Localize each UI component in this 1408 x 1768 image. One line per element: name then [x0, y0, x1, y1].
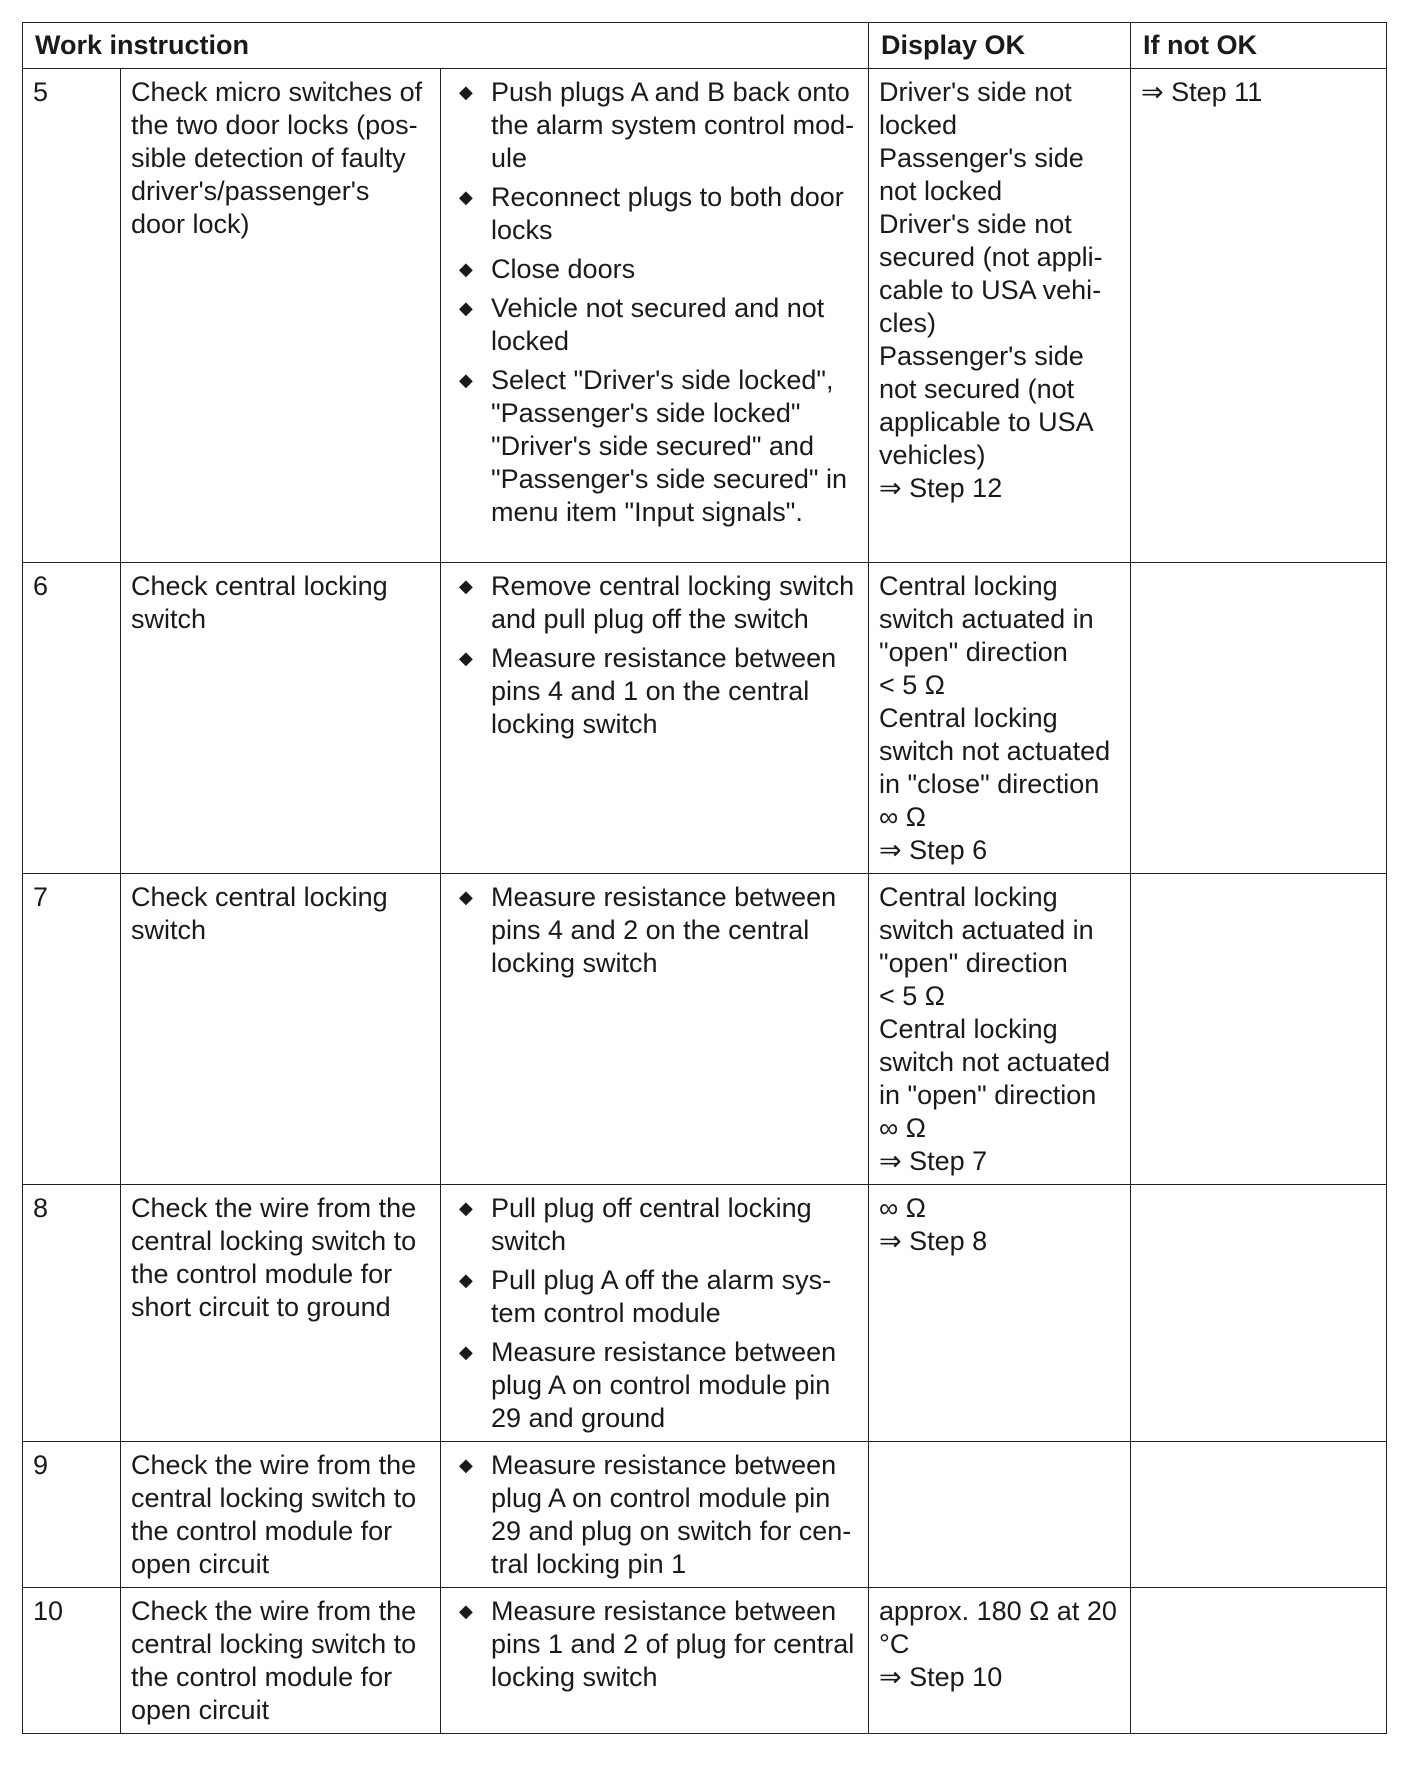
- diamond-bullet-icon: ◆: [459, 648, 473, 668]
- diamond-bullet-icon: ◆: [459, 1455, 473, 1475]
- action-list: [451, 1449, 858, 1581]
- action-text: Measure resistance between plug A on control module pin 29 and ground: [491, 1337, 837, 1433]
- table-row: [23, 563, 1387, 874]
- action-list: [451, 881, 858, 980]
- display-ok-cell: [869, 1185, 1131, 1442]
- table-row: [23, 874, 1387, 1185]
- display-ok-line: Central locking switch actuated in "open" direction: [879, 571, 1094, 667]
- action-list: [451, 76, 858, 529]
- action-text: Vehicle not secured and not locked: [491, 293, 825, 356]
- action-item: [451, 253, 858, 286]
- diamond-bullet-icon: ◆: [459, 576, 473, 596]
- action-list-cell: [441, 1442, 869, 1588]
- step-number: 9: [23, 1442, 121, 1588]
- step-number: 5: [23, 69, 121, 563]
- display-ok-line: ⇒ Step 7: [879, 1146, 988, 1176]
- if-not-ok-cell: [1131, 1588, 1387, 1734]
- action-item: [451, 1595, 858, 1694]
- check-description: Check central locking switch: [121, 563, 441, 874]
- table-row: [23, 1442, 1387, 1588]
- action-item: [451, 1264, 858, 1330]
- diamond-bullet-icon: ◆: [459, 370, 473, 390]
- display-ok-line: Central locking switch not actuated in "open" direction: [879, 1014, 1111, 1110]
- display-ok-cell: [869, 1588, 1131, 1734]
- action-list: [451, 570, 858, 741]
- display-ok-cell: [869, 563, 1131, 874]
- if-not-ok-cell: [1131, 1185, 1387, 1442]
- header-display-ok: Display OK: [869, 23, 1131, 69]
- display-ok-cell: [869, 69, 1131, 563]
- display-ok-line: Passenger's side not secured (not applicable to USA vehicles): [879, 341, 1093, 470]
- check-description: Check the wire from the central locking switch to the control module for open circuit: [121, 1588, 441, 1734]
- step-number: 7: [23, 874, 121, 1185]
- check-description: Check micro switches of the two door locks (pos-sible detection of faulty driver's/passenger's door lock): [121, 69, 441, 563]
- display-ok-line: Driver's side not locked: [879, 77, 1072, 140]
- if-not-ok-cell: [1131, 874, 1387, 1185]
- if-not-ok-cell: [1131, 563, 1387, 874]
- action-text: Push plugs A and B back onto the alarm system control mod-ule: [491, 77, 855, 173]
- table-row: [23, 1588, 1387, 1734]
- action-list-cell: [441, 1185, 869, 1442]
- action-text: Measure resistance between pins 4 and 1 on the central locking switch: [491, 643, 837, 739]
- action-text: Select "Driver's side locked", "Passenger's side locked" "Driver's side secured" and "Passenger's side secured" in menu item "Input signals".: [491, 365, 848, 527]
- check-description: Check the wire from the central locking switch to the control module for open circuit: [121, 1442, 441, 1588]
- diamond-bullet-icon: ◆: [459, 187, 473, 207]
- display-ok-line: ⇒ Step 12: [879, 473, 1003, 503]
- action-text: Close doors: [491, 254, 636, 284]
- diamond-bullet-icon: ◆: [459, 1198, 473, 1218]
- diamond-bullet-icon: ◆: [459, 887, 473, 907]
- diamond-bullet-icon: ◆: [459, 1270, 473, 1290]
- table-row: [23, 1185, 1387, 1442]
- header-if-not-ok: If not OK: [1131, 23, 1387, 69]
- diamond-bullet-icon: ◆: [459, 1601, 473, 1621]
- display-ok-line: Central locking switch not actuated in "close" direction: [879, 703, 1111, 799]
- display-ok-line: Driver's side not secured (not appli-cable to USA vehi-cles): [879, 209, 1103, 338]
- action-item: [451, 1449, 858, 1581]
- diamond-bullet-icon: ◆: [459, 1342, 473, 1362]
- action-item: [451, 881, 858, 980]
- action-text: Pull plug off central locking switch: [491, 1193, 812, 1256]
- display-ok-line: approx. 180 Ω at 20 °C: [879, 1596, 1117, 1659]
- header-work-instruction: Work instruction: [23, 23, 869, 69]
- display-ok-cell: [869, 1442, 1131, 1588]
- display-ok-line: ∞ Ω: [879, 1113, 926, 1143]
- display-ok-line: Passenger's side not locked: [879, 143, 1084, 206]
- work-instruction-table: [22, 22, 1387, 1734]
- display-ok-line: ∞ Ω: [879, 802, 926, 832]
- if-not-ok-cell: [1131, 1442, 1387, 1588]
- step-number: 6: [23, 563, 121, 874]
- action-list: [451, 1595, 858, 1694]
- action-text: Measure resistance between pins 4 and 2 on the central locking switch: [491, 882, 837, 978]
- action-text: Pull plug A off the alarm sys-tem control module: [491, 1265, 832, 1328]
- display-ok-line: ⇒ Step 6: [879, 835, 988, 865]
- display-ok-line: Central locking switch actuated in "open" direction: [879, 882, 1094, 978]
- action-list-cell: [441, 69, 869, 563]
- action-text: Remove central locking switch and pull plug off the switch: [491, 571, 855, 634]
- action-item: [451, 1192, 858, 1258]
- action-list: [451, 1192, 858, 1435]
- display-ok-line: < 5 Ω: [879, 670, 945, 700]
- check-description: Check the wire from the central locking switch to the control module for short circuit to ground: [121, 1185, 441, 1442]
- if-not-ok-cell: ⇒ Step 11: [1131, 69, 1387, 563]
- action-item: [451, 570, 858, 636]
- display-ok-line: ⇒ Step 8: [879, 1226, 988, 1256]
- action-text: Reconnect plugs to both door locks: [491, 182, 844, 245]
- display-ok-line: < 5 Ω: [879, 981, 945, 1011]
- display-ok-line: ∞ Ω: [879, 1193, 926, 1223]
- table-row: [23, 69, 1387, 563]
- action-item: [451, 642, 858, 741]
- action-item: [451, 181, 858, 247]
- display-ok-line: ⇒ Step 10: [879, 1662, 1003, 1692]
- diamond-bullet-icon: ◆: [459, 82, 473, 102]
- display-ok-cell: [869, 874, 1131, 1185]
- step-number: 8: [23, 1185, 121, 1442]
- action-item: [451, 292, 858, 358]
- check-description: Check central locking switch: [121, 874, 441, 1185]
- step-number: 10: [23, 1588, 121, 1734]
- action-list-cell: [441, 1588, 869, 1734]
- diamond-bullet-icon: ◆: [459, 259, 473, 279]
- header-row: [23, 23, 1387, 69]
- action-list-cell: [441, 874, 869, 1185]
- action-text: Measure resistance between plug A on control module pin 29 and plug on switch for cen-tral locking pin 1: [491, 1450, 852, 1579]
- action-item: [451, 1336, 858, 1435]
- action-list-cell: [441, 563, 869, 874]
- action-item: [451, 364, 858, 529]
- action-item: [451, 76, 858, 175]
- diamond-bullet-icon: ◆: [459, 298, 473, 318]
- action-text: Measure resistance between pins 1 and 2 of plug for central locking switch: [491, 1596, 855, 1692]
